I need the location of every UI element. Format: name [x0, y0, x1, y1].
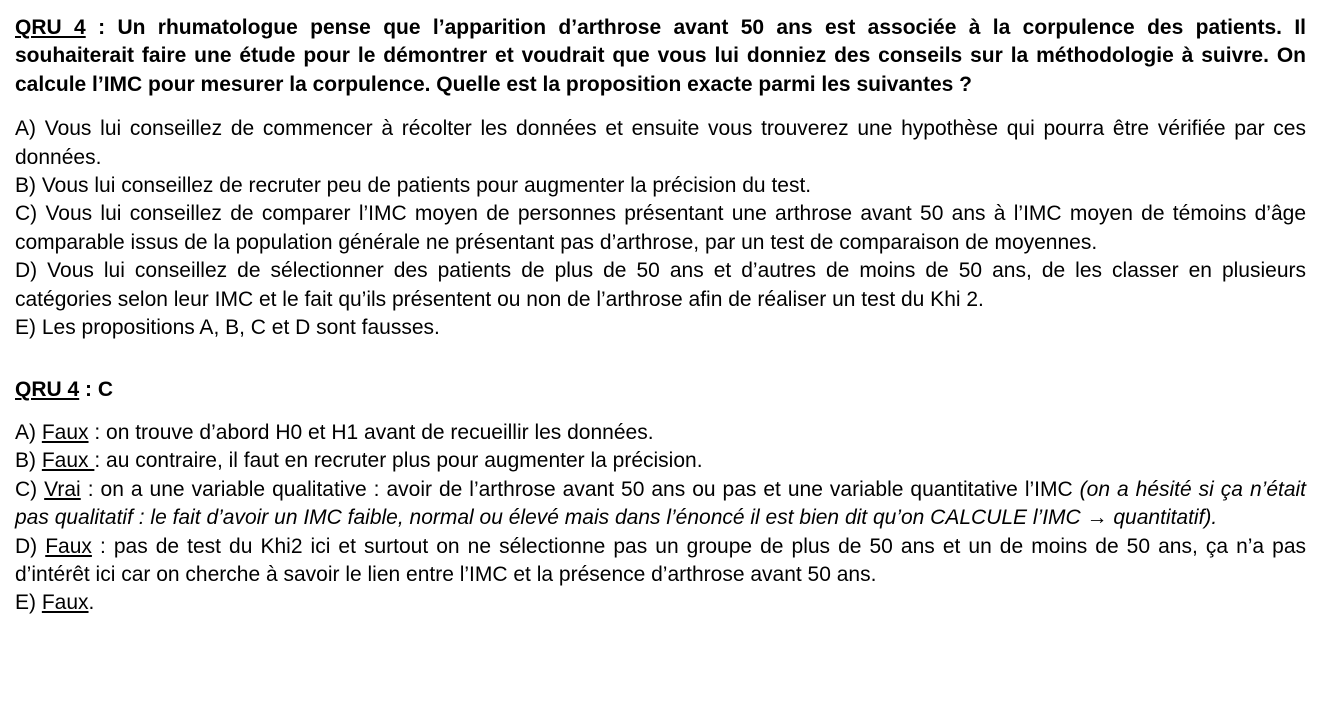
question-text: Un rhumatologue pense que l’apparition d’arthrose avant 50 ans est associée à la corpulence des patients. Il souhaiterait faire une étude pour le démontrer et voudrait que vous lui donniez des conseils sur la méthodologie à suivre. On calcule l’IMC pour mesurer la corpulence. Quelle est la proposition exacte parmi les suivantes ? — [15, 16, 1307, 96]
answer-value: C — [97, 378, 114, 402]
option-d: D) Vous lui conseillez de sélectionner des patients de plus de 50 ans et d’autres de moins de 50 ans, de les classer en plusieurs catégories selon leur IMC et le fait qu’ils présentent ou non de l’arthrose afin de réaliser un test du Khi 2. — [15, 259, 1306, 311]
explanation-verdict: Faux — [41, 420, 89, 444]
explanation-verdict: Faux — [45, 534, 92, 558]
option-c: C) Vous lui conseillez de comparer l’IMC moyen de personnes présentant une arthrose avant 50 ans à l’IMC moyen de témoins d’âge comparable issus de la population générale ne présentant pas d’arthrose, par un test de comparaison de moyennes. — [15, 202, 1306, 254]
explanation-text: : pas de test du Khi2 ici et surtout on ne sélectionne pas un groupe de plus de 50 ans et un de moins de 50 ans, ça n’a pas d’intérêt ici car on cherche à savoir le lien entre l’IMC et la présence d’arthrose avant 50 ans. — [15, 534, 1307, 586]
explanations-list — [15, 419, 1306, 618]
explanation-a — [15, 419, 1306, 447]
option-b: B) Vous lui conseillez de recruter peu de patients pour augmenter la précision du test. — [15, 174, 812, 198]
option-a: A) Vous lui conseillez de commencer à récolter les données et ensuite vous trouverez une hypothèse qui pourra être vérifiée par ces données. — [15, 117, 1306, 169]
explanation-text: : on trouve d’abord H0 et H1 avant de recueillir les données. — [88, 420, 654, 444]
explanation-verdict: Faux — [41, 449, 95, 473]
explanation-prefix: E) — [15, 591, 42, 615]
explanation-text: . — [88, 591, 95, 615]
answer-heading — [15, 376, 1306, 404]
explanation-verdict: Vrai — [44, 477, 81, 501]
explanation-verdict: Faux — [41, 591, 89, 615]
options-list — [15, 115, 1306, 342]
option-e: E) Les propositions A, B, C et D sont fausses. — [15, 316, 440, 340]
answer-separator: : — [79, 378, 98, 402]
explanation-d — [15, 533, 1306, 590]
question-separator: : — [85, 16, 118, 39]
explanation-e — [15, 589, 1306, 617]
answer-label: QRU 4 — [15, 378, 80, 402]
explanation-c — [15, 476, 1306, 533]
question — [15, 14, 1306, 99]
explanation-italic-note: (on a hésité si ça n’était pas qualitatif : le fait d’avoir un IMC faible, normal ou élevé mais dans l’énoncé il est bien dit qu’on CALCULE l’IMC → quantitatif). — [15, 477, 1307, 530]
explanation-prefix: A) — [15, 420, 42, 444]
explanation-prefix: B) — [15, 449, 42, 473]
explanation-prefix: C) — [15, 477, 45, 501]
explanation-b — [15, 447, 1306, 475]
explanation-text: : au contraire, il faut en recruter plus pour augmenter la précision. — [94, 449, 703, 473]
explanation-text: : on a une variable qualitative : avoir de l’arthrose avant 50 ans ou pas et une variable quantitative l’IMC — [80, 477, 1080, 501]
question-label: QRU 4 — [15, 16, 86, 39]
explanation-prefix: D) — [15, 534, 46, 558]
